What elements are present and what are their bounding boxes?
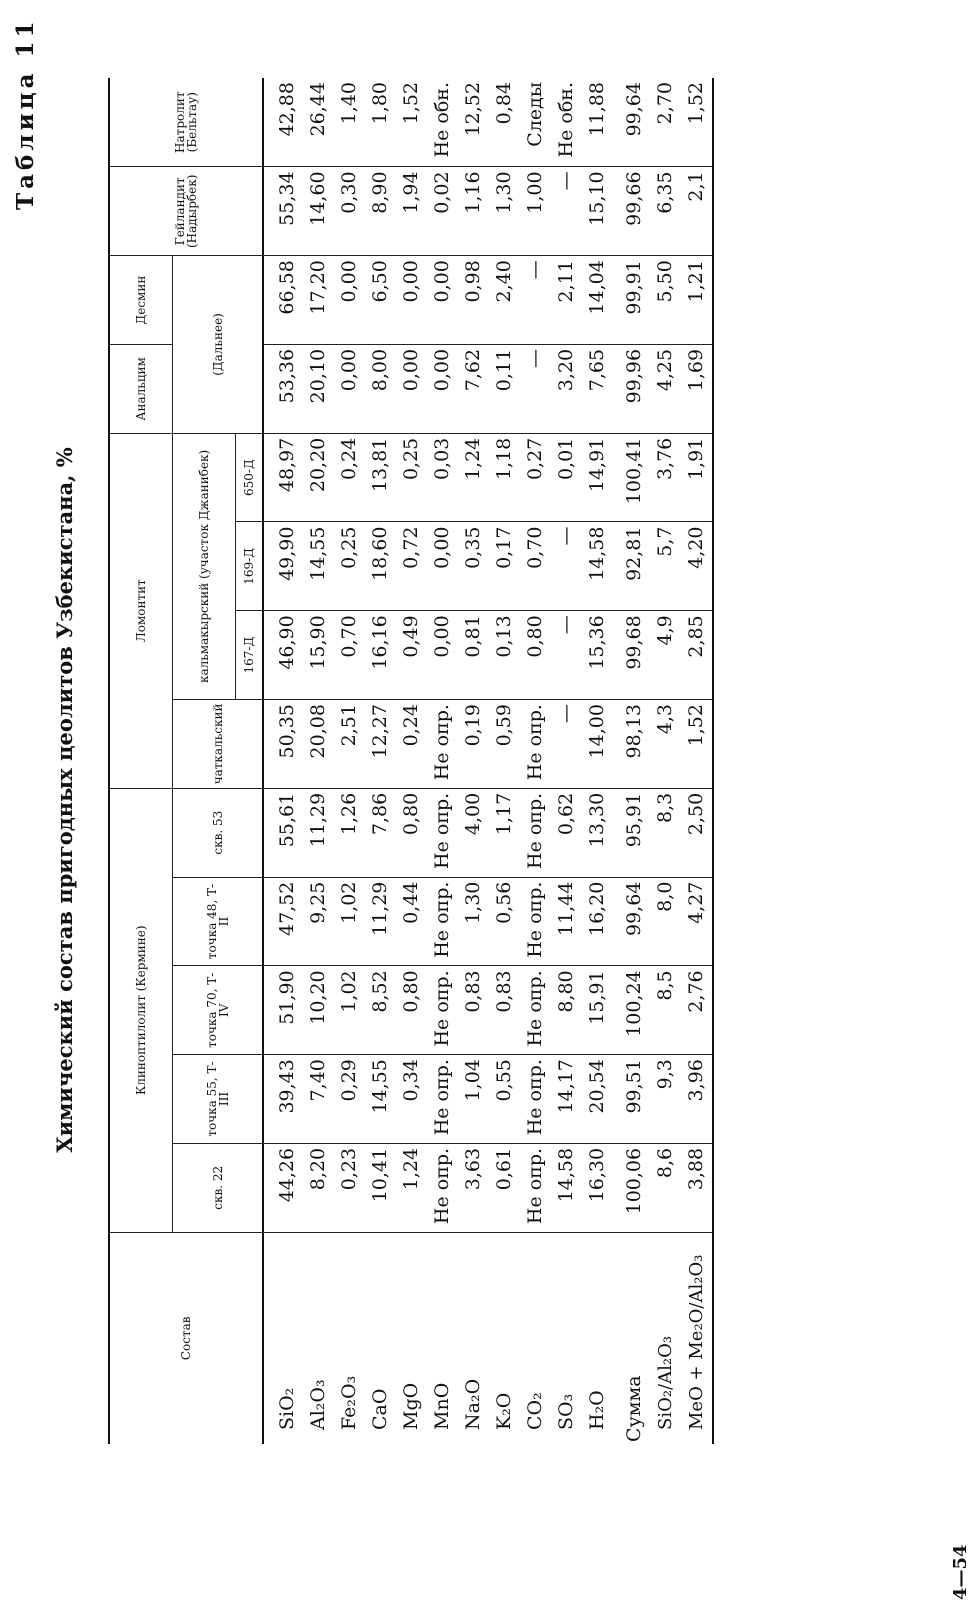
- header-t70: точка 70, Т-IV: [173, 966, 264, 1055]
- table-row: [458, 78, 489, 1444]
- value-cell: 100,24: [613, 966, 650, 1055]
- value-cell: 99,96: [613, 344, 650, 433]
- value-cell: Не опр.: [520, 966, 551, 1055]
- value-cell: 1,91: [681, 433, 713, 522]
- value-cell: 9,25: [303, 877, 334, 966]
- value-cell: 0,30: [334, 167, 365, 256]
- value-cell: 0,13: [489, 611, 520, 700]
- value-cell: 8,6: [650, 1143, 681, 1232]
- value-cell: 13,30: [582, 788, 613, 877]
- row-label: MeO + Me₂O/Al₂O₃: [686, 1254, 707, 1430]
- header-lomontit: Ломонтит: [109, 433, 173, 788]
- header-skv53: скв. 53: [173, 788, 264, 877]
- value-cell: 2,11: [551, 256, 582, 345]
- value-cell: Не опр.: [427, 700, 458, 789]
- table-title: Химический состав пригодных цеолитов Узбекистана, %: [52, 447, 77, 1153]
- value-cell: 0,61: [489, 1143, 520, 1232]
- value-cell: 0,44: [396, 877, 427, 966]
- value-cell: 10,41: [365, 1143, 396, 1232]
- value-cell: Не обн.: [551, 78, 582, 167]
- value-cell: 0,00: [427, 256, 458, 345]
- value-cell: 2,40: [489, 256, 520, 345]
- value-cell: 0,59: [489, 700, 520, 789]
- value-cell: 3,88: [681, 1143, 713, 1232]
- value-cell: —: [551, 522, 582, 611]
- value-cell: 9,3: [650, 1055, 681, 1144]
- value-cell: 1,30: [458, 877, 489, 966]
- value-cell: Не опр.: [427, 966, 458, 1055]
- value-cell: 0,34: [396, 1055, 427, 1144]
- value-cell: 0,62: [551, 788, 582, 877]
- value-cell: 14,58: [551, 1143, 582, 1232]
- value-cell: 6,35: [650, 167, 681, 256]
- value-cell: 14,17: [551, 1055, 582, 1144]
- header-geilandit: Гейландит (Надырбек): [109, 167, 263, 256]
- value-cell: —: [551, 167, 582, 256]
- value-cell: 51,90: [263, 966, 303, 1055]
- value-cell: 0,80: [396, 788, 427, 877]
- value-cell: Не опр.: [427, 788, 458, 877]
- value-cell: 99,91: [613, 256, 650, 345]
- value-cell: 2,70: [650, 78, 681, 167]
- value-cell: 0,55: [489, 1055, 520, 1144]
- value-cell: 1,80: [365, 78, 396, 167]
- table-row: [396, 78, 427, 1444]
- value-cell: 1,00: [520, 167, 551, 256]
- header-167d: 167-Д: [236, 611, 264, 700]
- value-cell: 8,3: [650, 788, 681, 877]
- value-cell: 12,27: [365, 700, 396, 789]
- value-cell: 1,52: [396, 78, 427, 167]
- header-sostav: Состав: [179, 1316, 193, 1361]
- value-cell: 2,85: [681, 611, 713, 700]
- value-cell: 0,00: [396, 256, 427, 345]
- value-cell: 0,25: [334, 522, 365, 611]
- row-label: SiO₂/Al₂O₃: [655, 1335, 676, 1430]
- value-cell: 6,50: [365, 256, 396, 345]
- value-cell: 20,10: [303, 344, 334, 433]
- value-cell: 1,24: [396, 1143, 427, 1232]
- header-analcim: Анальцим: [109, 344, 173, 433]
- value-cell: 26,44: [303, 78, 334, 167]
- header-klinoptilolit: Клиноптилолит (Кермине): [109, 788, 173, 1232]
- header-chatkalsky: чаткальский: [173, 700, 264, 789]
- value-cell: 3,76: [650, 433, 681, 522]
- value-cell: 7,40: [303, 1055, 334, 1144]
- value-cell: 0,00: [334, 344, 365, 433]
- value-cell: 11,29: [365, 877, 396, 966]
- value-cell: —: [520, 344, 551, 433]
- value-cell: 12,52: [458, 78, 489, 167]
- header-169d: 169-Д: [236, 522, 264, 611]
- row-label: Al₂O₃: [307, 1379, 329, 1430]
- value-cell: 3,20: [551, 344, 582, 433]
- value-cell: 48,97: [263, 433, 303, 522]
- value-cell: 1,52: [681, 700, 713, 789]
- header-dalnee: (Дальнее): [173, 256, 264, 434]
- row-label: CO₂: [524, 1392, 546, 1430]
- value-cell: 8,52: [365, 966, 396, 1055]
- value-cell: 0,11: [489, 344, 520, 433]
- value-cell: 1,30: [489, 167, 520, 256]
- value-cell: 0,00: [334, 256, 365, 345]
- table-row: [489, 78, 520, 1444]
- value-cell: 14,60: [303, 167, 334, 256]
- row-label: Сумма: [623, 1375, 645, 1442]
- value-cell: —: [551, 700, 582, 789]
- value-cell: 2,1: [681, 167, 713, 256]
- value-cell: 0,80: [396, 966, 427, 1055]
- value-cell: 0,29: [334, 1055, 365, 1144]
- value-cell: 14,91: [582, 433, 613, 522]
- value-cell: Не опр.: [427, 1055, 458, 1144]
- table-row: [303, 78, 334, 1444]
- table-row: [365, 78, 396, 1444]
- table-row: [551, 78, 582, 1444]
- row-label: MgO: [400, 1382, 422, 1430]
- value-cell: 2,50: [681, 788, 713, 877]
- value-cell: 14,55: [365, 1055, 396, 1144]
- value-cell: 4,25: [650, 344, 681, 433]
- value-cell: 1,69: [681, 344, 713, 433]
- header-natrolit: Натролит (Бельтау): [109, 78, 263, 167]
- value-cell: 46,90: [263, 611, 303, 700]
- value-cell: 1,52: [681, 78, 713, 167]
- value-cell: 11,29: [303, 788, 334, 877]
- value-cell: 0,98: [458, 256, 489, 345]
- value-cell: Не опр.: [520, 1055, 551, 1144]
- value-cell: 4,20: [681, 522, 713, 611]
- value-cell: 92,81: [613, 522, 650, 611]
- value-cell: 2,76: [681, 966, 713, 1055]
- value-cell: 0,27: [520, 433, 551, 522]
- value-cell: 15,36: [582, 611, 613, 700]
- header-650d: 650-Д: [236, 433, 264, 522]
- value-cell: 39,43: [263, 1055, 303, 1144]
- row-label: SO₃: [555, 1393, 577, 1430]
- row-label: CaO: [369, 1388, 391, 1430]
- value-cell: 20,08: [303, 700, 334, 789]
- value-cell: 42,88: [263, 78, 303, 167]
- value-cell: 20,20: [303, 433, 334, 522]
- value-cell: 0,80: [520, 611, 551, 700]
- value-cell: 99,64: [613, 78, 650, 167]
- header-skv22: скв. 22: [173, 1143, 264, 1232]
- value-cell: 1,94: [396, 167, 427, 256]
- value-cell: 14,55: [303, 522, 334, 611]
- value-cell: 7,86: [365, 788, 396, 877]
- ratio-row: [650, 78, 681, 1444]
- value-cell: 1,40: [334, 78, 365, 167]
- value-cell: 1,16: [458, 167, 489, 256]
- value-cell: 0,03: [427, 433, 458, 522]
- value-cell: 8,5: [650, 966, 681, 1055]
- value-cell: —: [520, 256, 551, 345]
- value-cell: 10,20: [303, 966, 334, 1055]
- row-label: Fe₂O₃: [338, 1375, 360, 1430]
- value-cell: 11,88: [582, 78, 613, 167]
- row-label: K₂O: [493, 1392, 515, 1430]
- row-label: Na₂O: [462, 1378, 484, 1430]
- value-cell: 0,00: [427, 611, 458, 700]
- value-cell: 0,83: [458, 966, 489, 1055]
- value-cell: 3,63: [458, 1143, 489, 1232]
- value-cell: 0,25: [396, 433, 427, 522]
- table-label: Таблица 11: [12, 17, 39, 210]
- value-cell: 13,81: [365, 433, 396, 522]
- table-row: [263, 78, 303, 1444]
- table-row: [520, 78, 551, 1444]
- value-cell: 15,90: [303, 611, 334, 700]
- value-cell: Не опр.: [427, 1143, 458, 1232]
- table-header: [109, 78, 263, 1444]
- value-cell: 1,02: [334, 877, 365, 966]
- value-cell: 0,70: [334, 611, 365, 700]
- value-cell: 0,84: [489, 78, 520, 167]
- value-cell: 0,35: [458, 522, 489, 611]
- header-desmin: Десмин: [109, 256, 173, 345]
- value-cell: 8,20: [303, 1143, 334, 1232]
- value-cell: 99,66: [613, 167, 650, 256]
- value-cell: 0,17: [489, 522, 520, 611]
- value-cell: 8,00: [365, 344, 396, 433]
- value-cell: —: [551, 611, 582, 700]
- row-label: H₂O: [586, 1390, 608, 1430]
- value-cell: 8,0: [650, 877, 681, 966]
- value-cell: 1,18: [489, 433, 520, 522]
- value-cell: 20,54: [582, 1055, 613, 1144]
- value-cell: 4,00: [458, 788, 489, 877]
- value-cell: 1,02: [334, 966, 365, 1055]
- value-cell: 99,51: [613, 1055, 650, 1144]
- value-cell: 15,91: [582, 966, 613, 1055]
- value-cell: 0,23: [334, 1143, 365, 1232]
- value-cell: 8,80: [551, 966, 582, 1055]
- value-cell: 53,36: [263, 344, 303, 433]
- value-cell: Не опр.: [520, 1143, 551, 1232]
- value-cell: 55,61: [263, 788, 303, 877]
- value-cell: 0,83: [489, 966, 520, 1055]
- value-cell: 0,00: [427, 344, 458, 433]
- header-kalmakyr: кальмакырский (участок Джанибек): [173, 433, 236, 699]
- value-cell: 5,50: [650, 256, 681, 345]
- value-cell: 7,65: [582, 344, 613, 433]
- value-cell: 49,90: [263, 522, 303, 611]
- value-cell: 66,58: [263, 256, 303, 345]
- value-cell: 50,35: [263, 700, 303, 789]
- value-cell: 47,52: [263, 877, 303, 966]
- value-cell: 18,60: [365, 522, 396, 611]
- value-cell: 15,10: [582, 167, 613, 256]
- value-cell: 11,44: [551, 877, 582, 966]
- value-cell: 1,24: [458, 433, 489, 522]
- row-label: MnO: [431, 1382, 453, 1430]
- value-cell: 0,24: [334, 433, 365, 522]
- value-cell: 0,02: [427, 167, 458, 256]
- value-cell: 14,04: [582, 256, 613, 345]
- value-cell: 0,72: [396, 522, 427, 611]
- ratio-row: [681, 78, 713, 1444]
- header-t55: точка 55, Т-III: [173, 1055, 264, 1144]
- value-cell: 99,68: [613, 611, 650, 700]
- value-cell: 100,41: [613, 433, 650, 522]
- value-cell: 8,90: [365, 167, 396, 256]
- value-cell: 100,06: [613, 1143, 650, 1232]
- value-cell: Не опр.: [427, 877, 458, 966]
- value-cell: 1,17: [489, 788, 520, 877]
- value-cell: 7,62: [458, 344, 489, 433]
- value-cell: 16,16: [365, 611, 396, 700]
- value-cell: 0,81: [458, 611, 489, 700]
- sum-row: [613, 78, 650, 1444]
- value-cell: 4,27: [681, 877, 713, 966]
- value-cell: 0,70: [520, 522, 551, 611]
- value-cell: 0,01: [551, 433, 582, 522]
- value-cell: 16,20: [582, 877, 613, 966]
- value-cell: 0,49: [396, 611, 427, 700]
- value-cell: 0,00: [427, 522, 458, 611]
- value-cell: 5,7: [650, 522, 681, 611]
- value-cell: 16,30: [582, 1143, 613, 1232]
- page-number: 4—54: [950, 1544, 971, 1600]
- row-label: SiO₂: [263, 1232, 303, 1444]
- value-cell: 2,51: [334, 700, 365, 789]
- value-cell: 0,56: [489, 877, 520, 966]
- value-cell: 1,21: [681, 256, 713, 345]
- value-cell: Не опр.: [520, 700, 551, 789]
- value-cell: 3,96: [681, 1055, 713, 1144]
- table-row: [427, 78, 458, 1444]
- value-cell: 95,91: [613, 788, 650, 877]
- value-cell: Не опр.: [520, 877, 551, 966]
- value-cell: 44,26: [263, 1143, 303, 1232]
- value-cell: Следы: [520, 78, 551, 167]
- value-cell: 0,19: [458, 700, 489, 789]
- value-cell: Не обн.: [427, 78, 458, 167]
- value-cell: 0,24: [396, 700, 427, 789]
- value-cell: 1,04: [458, 1055, 489, 1144]
- value-cell: 55,34: [263, 167, 303, 256]
- value-cell: Не опр.: [520, 788, 551, 877]
- value-cell: 14,00: [582, 700, 613, 789]
- table-row: [334, 78, 365, 1444]
- value-cell: 1,26: [334, 788, 365, 877]
- table-row: [582, 78, 613, 1444]
- value-cell: 0,00: [396, 344, 427, 433]
- header-t48: точка 48, Т-II: [173, 877, 264, 966]
- value-cell: 4,3: [650, 700, 681, 789]
- value-cell: 17,20: [303, 256, 334, 345]
- value-cell: 99,64: [613, 877, 650, 966]
- value-cell: 98,13: [613, 700, 650, 789]
- composition-table: [108, 78, 714, 1444]
- value-cell: 14,58: [582, 522, 613, 611]
- table-body: [263, 78, 713, 1444]
- value-cell: 4,9: [650, 611, 681, 700]
